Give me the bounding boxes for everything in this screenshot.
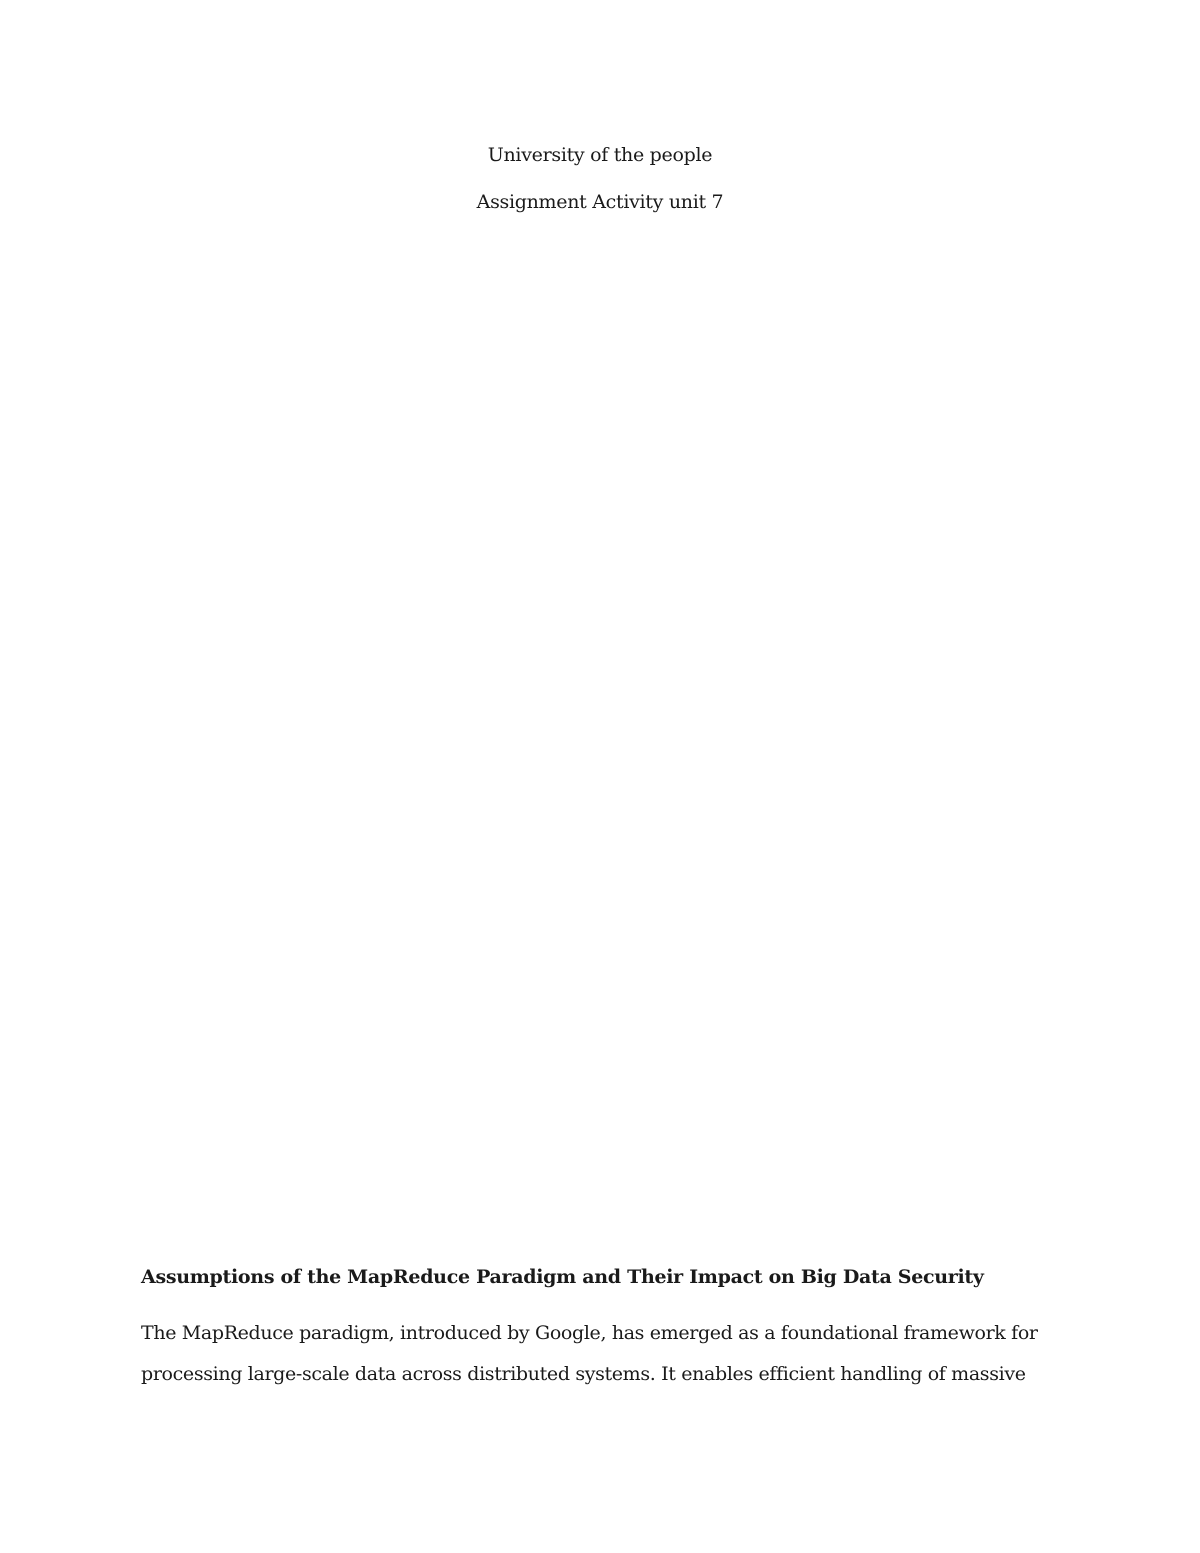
institution-name: University of the people [487, 144, 713, 166]
section-heading: Assumptions of the MapReduce Paradigm and Their Impact on Big Data Security [141, 1266, 984, 1288]
paragraph-line: processing large-scale data across distributed systems. It enables efficient handling of massive [141, 1363, 1026, 1385]
paragraph-line: The MapReduce paradigm, introduced by Google, has emerged as a foundational framework for [141, 1322, 1038, 1344]
assignment-title: Assignment Activity unit 7 [476, 191, 724, 213]
